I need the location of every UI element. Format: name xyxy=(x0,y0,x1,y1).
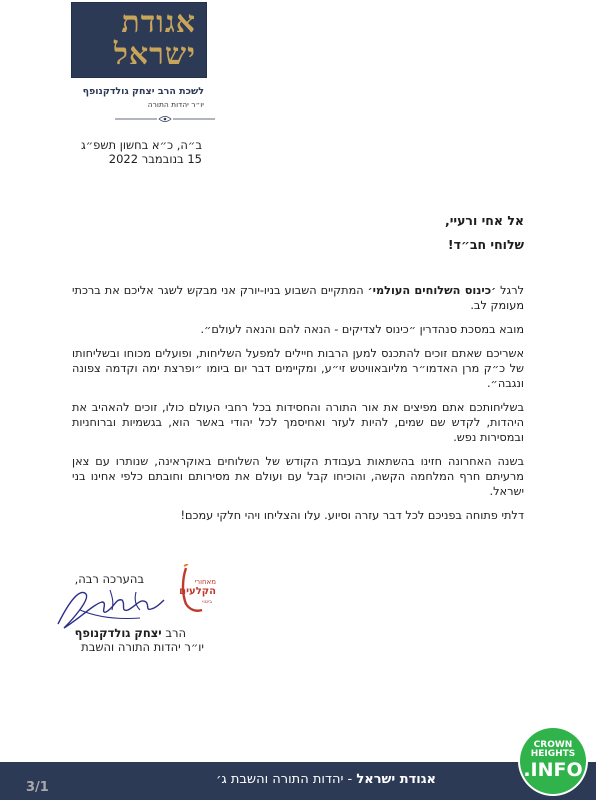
paragraph-2: מובא במסכת סנהדרין ״כינוס לצדיקים - הנאה להם והנאה לעולם״. xyxy=(200,323,524,336)
signatory-fullname: יצחק גולדקנופף xyxy=(74,626,162,640)
paragraph-4: בשליחותכם אתם מפיצים את אור התורה והחסידות בכל רחבי העולם כולו, זוכים להאהיב את היהדות, לקדש שם שמים, להיות לעזר ואחיסמך לכל יהודי באשר הוא, בגשמיות וברוחניות ובמסירות נפש. xyxy=(72,401,524,444)
footer-party-name: אגודת ישראל xyxy=(356,772,436,787)
office-subtitle: יו״ר יהדות התורה xyxy=(147,100,204,109)
watermark-line2: HEIGHTS xyxy=(530,749,576,759)
signatory-title: הרב xyxy=(161,626,186,640)
logo-text-line2: ישראל xyxy=(113,37,196,72)
page-number: 3/1 xyxy=(26,780,49,795)
paragraph-6: דלתי פתוחה בפניכם לכל דבר עזרה וסיוע. עלו והצליחו ויהי חלקי עמכם! xyxy=(180,509,524,522)
paragraph-5: בשנה האחרונה חזינו בהשתאות בעבודת הקודש של השלוחים באוקראינה, שנותרו עם צאן מרעיתם חרף המלחמה הקשה, והוכיחו קבל עם ועולם את מסירותם וחובתם כלפי אחינו בני ישראל. xyxy=(72,455,524,498)
logo-text-line1: אגודת xyxy=(121,5,196,40)
letter-body xyxy=(72,283,524,532)
signatory-name xyxy=(75,626,186,640)
stamp-text-main: הקלעים xyxy=(179,586,216,597)
stamp-logo xyxy=(172,564,218,616)
stamp-text-small: ביטוי xyxy=(202,599,212,605)
paragraph-3: אשריכם שאתם זוכים להתכנס למען הרבות חיילים למפעל השליחות, ופועלים מכוחו ובשליחותו של כ״ק מרן האדמו״ר מליובאוויטש זי״ע, ומקיימים דבר יום ביומו ״ופרצת ימה וקדמה צפונה ונגבה״. xyxy=(72,347,524,390)
greeting-line1: אל אחי ורעיי, xyxy=(445,213,524,228)
stamp-text-top: מאחורי xyxy=(194,578,216,586)
gregorian-date: 15 בנובמבר 2022 xyxy=(108,152,202,166)
watermark-line1: CROWN xyxy=(533,740,573,750)
footer-party-rest: - יהדות התורה והשבת ג׳ xyxy=(215,772,357,787)
p1-event-name: ׳כינוס השלוחים העולמי׳ xyxy=(367,284,497,297)
watermark-line3: .INFO xyxy=(523,759,583,781)
footer-text xyxy=(216,772,436,787)
office-title: לשכת הרב יצחק גולדקנופף xyxy=(82,86,204,97)
paragraph-1 xyxy=(72,283,524,313)
closing-phrase: בהערכה רבה, xyxy=(74,572,144,586)
party-logo xyxy=(72,3,206,77)
greeting-line2: שלוחי חב״ד! xyxy=(447,237,524,252)
hebrew-date: ב״ה, כ״א בחשון תשפ״ג xyxy=(81,138,202,152)
ornamental-divider xyxy=(115,114,215,124)
footer-bar xyxy=(0,762,596,800)
p1-rest: המתקיים השבוע בניו-יורק אני מבקש לשגר אליכם את ברכתי מעומק לב. xyxy=(72,284,524,312)
p1-intro: לרגל xyxy=(496,284,524,297)
signatory-role: יו״ר יהדות התורה והשבת xyxy=(81,640,204,654)
crownheights-watermark xyxy=(520,728,586,794)
